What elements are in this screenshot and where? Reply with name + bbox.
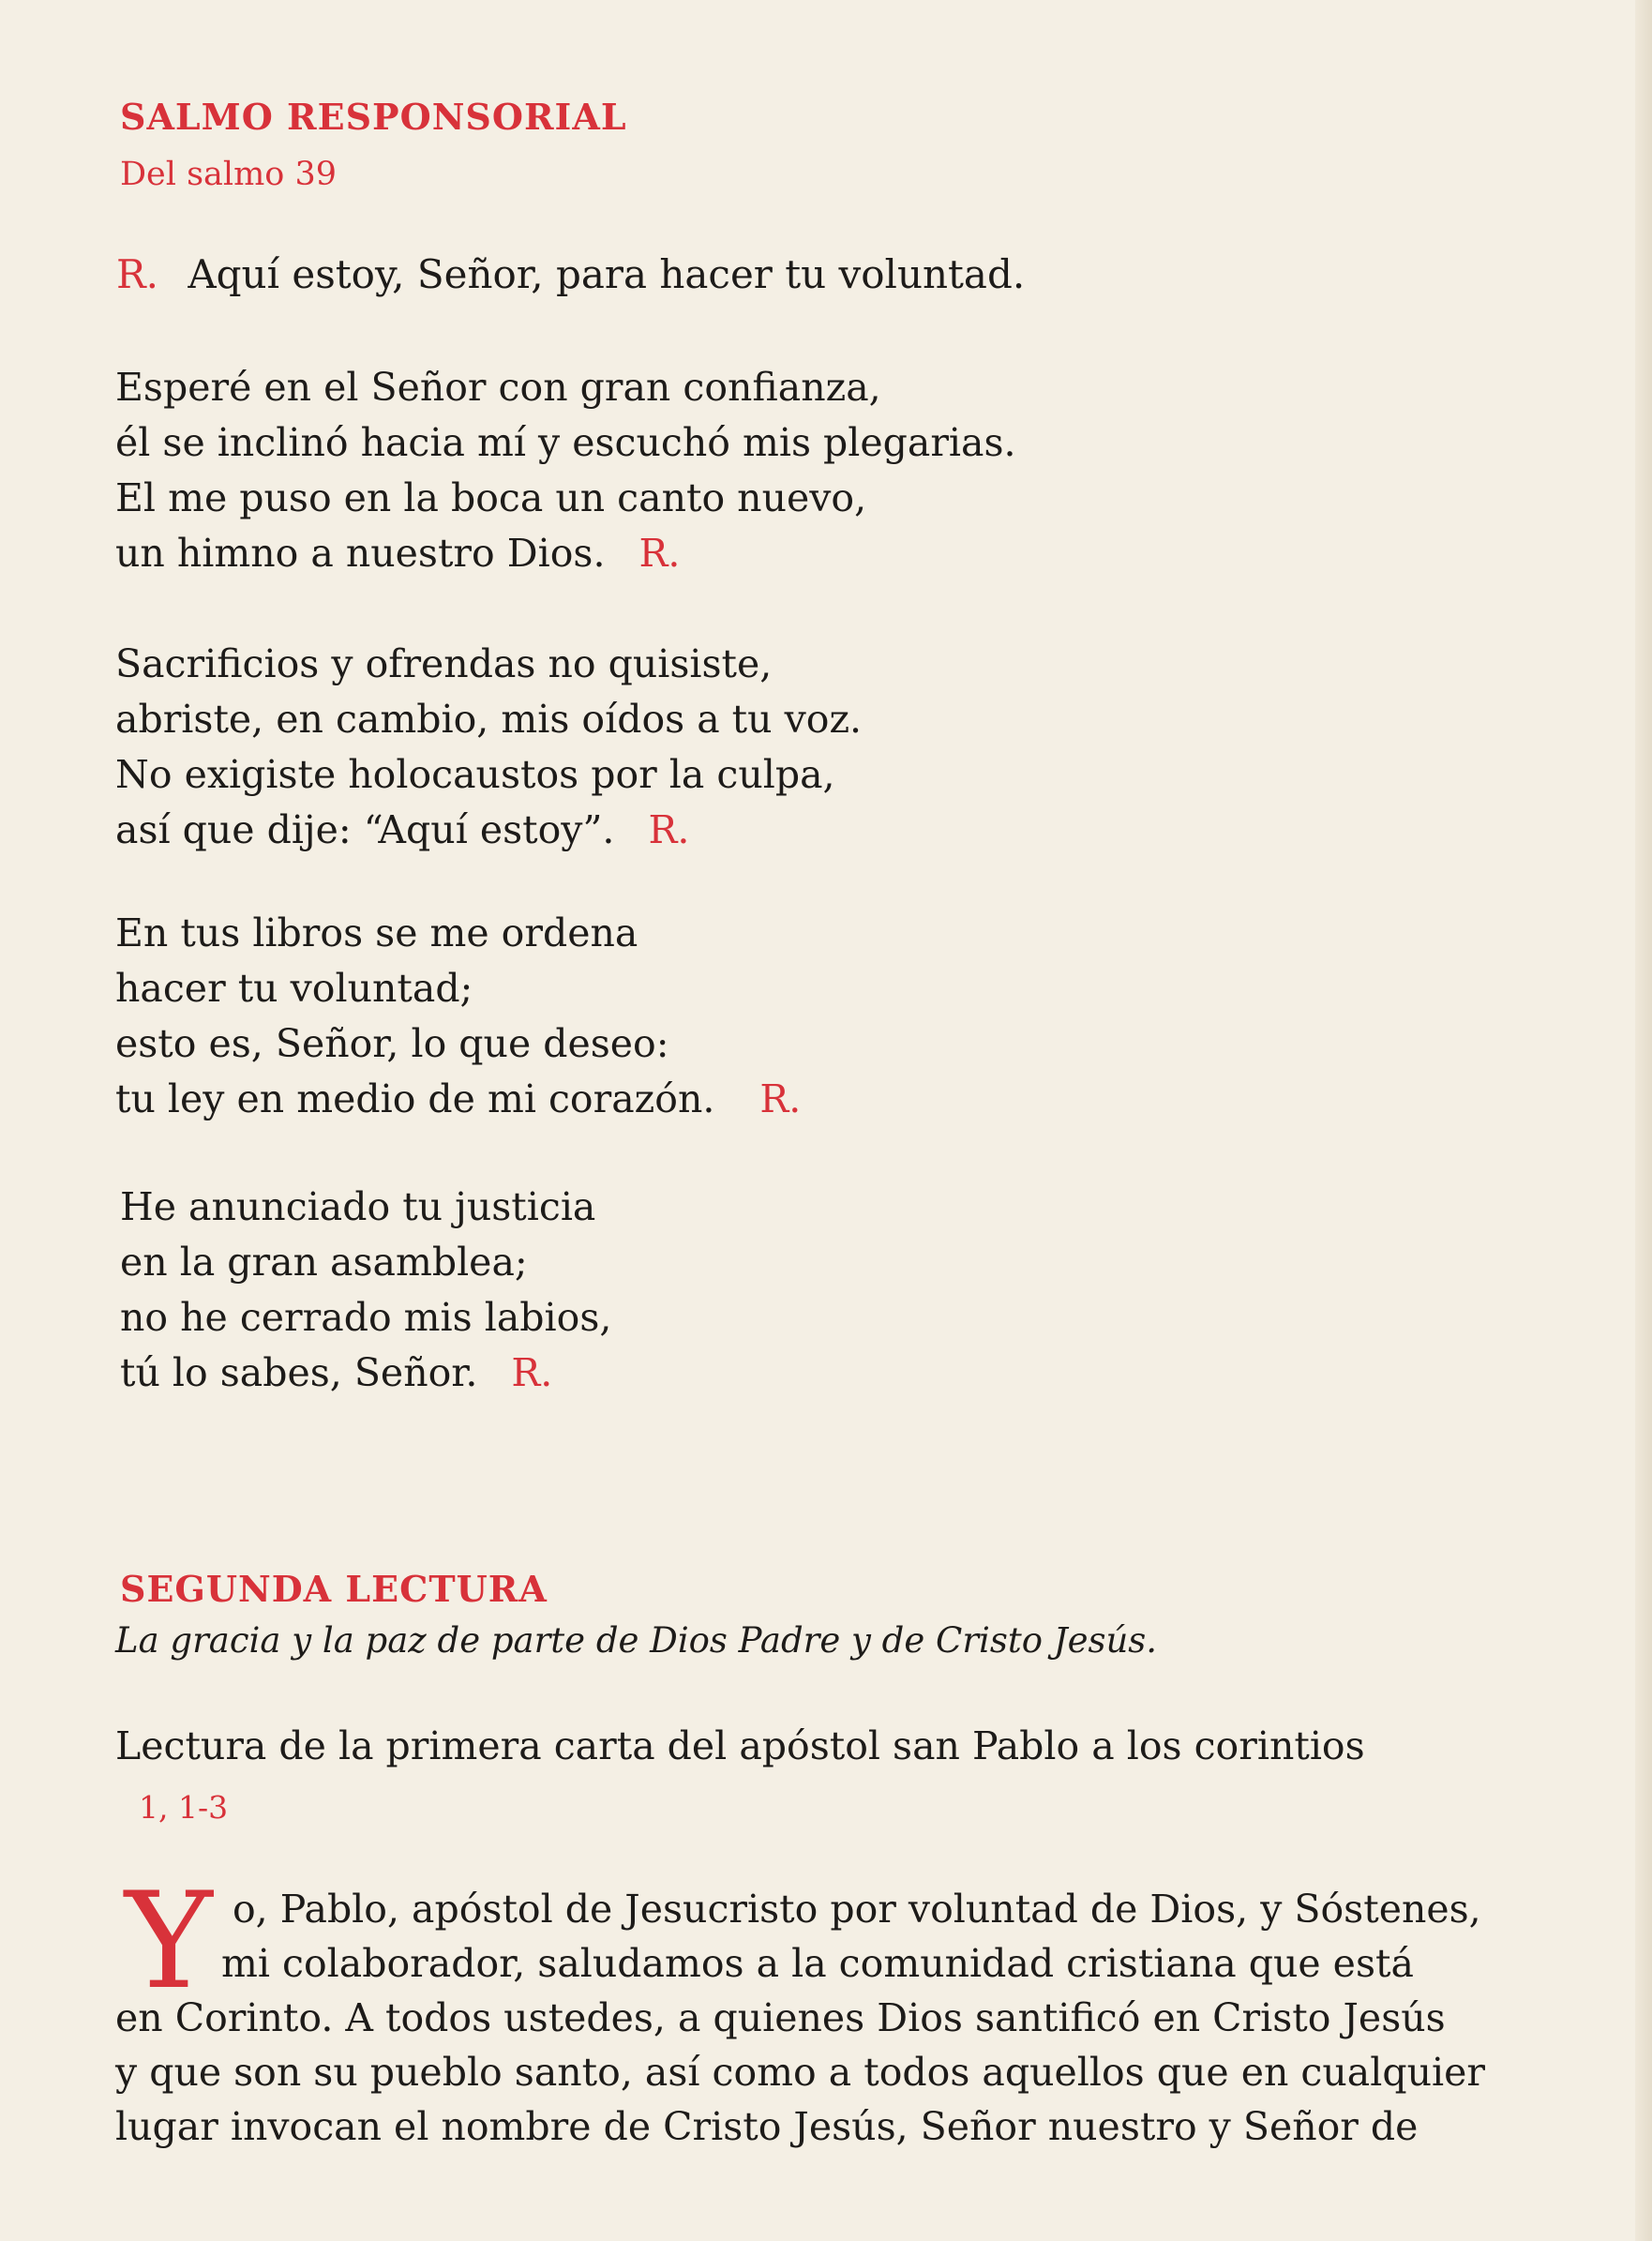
reading-line: lugar invocan el nombre de Cristo Jesús, Señor nuestro y Señor de [115,2104,1419,2149]
reading-title: Lectura de la primera carta del apóstol san Pablo a los corintios [115,1723,1365,1768]
reading-line: o, Pablo, apóstol de Jesucristo por voluntad de Dios, y Sóstenes, [233,1887,1481,1932]
stanza-line-last: un himno a nuestro Dios. R. [115,531,681,576]
second-reading-heading: SEGUNDA LECTURA [120,1568,548,1610]
psalm-response [116,251,1025,297]
response-mark: R. [759,1076,802,1121]
reading-line: en Corinto. A todos ustedes, a quienes Dios santificó en Cristo Jesús [115,1995,1446,2040]
response-mark: R. [638,531,681,576]
psalm-stanza-4 [120,1180,611,1401]
response-mark: R. [648,807,690,852]
reading-reference: 1, 1-3 [139,1789,229,1826]
page-edge [1635,0,1652,2241]
stanza-line: esto es, Señor, lo que deseo: [115,1021,669,1066]
psalm-stanza-1 [115,360,1016,581]
stanza-line: El me puso en la boca un canto nuevo, [115,475,867,520]
stanza-line: Sacrificios y ofrendas no quisiste, [115,641,773,686]
second-reading-summary: La gracia y la paz de parte de Dios Padre y de Cristo Jesús. [115,1620,1158,1661]
stanza-line: hacer tu voluntad; [115,966,473,1011]
stanza-line: He anunciado tu justicia [120,1184,596,1229]
stanza-line: abriste, en cambio, mis oídos a tu voz. [115,697,863,742]
response-mark: R. [116,251,158,297]
psalm-stanza-3 [115,906,801,1127]
psalm-heading: SALMO RESPONSORIAL [120,96,627,138]
response-text: Aquí estoy, Señor, para hacer tu voluntad. [188,251,1026,297]
stanza-line-last: así que dije: “Aquí estoy”. R. [115,807,690,852]
reading-line: mi colaborador, saludamos a la comunidad cristiana que está [221,1941,1414,1986]
stanza-line-last: tu ley en medio de mi corazón. R. [115,1076,802,1121]
psalm-source: Del salmo 39 [120,156,338,193]
stanza-line: no he cerrado mis labios, [120,1295,612,1340]
drop-cap: Y [125,1864,213,2019]
stanza-line-last: tú lo sabes, Señor. R. [120,1350,553,1395]
stanza-line: Esperé en el Señor con gran confianza, [115,365,881,410]
stanza-line: en la gran asamblea; [120,1240,528,1285]
stanza-line: No exigiste holocaustos por la culpa, [115,752,835,797]
stanza-line: él se inclinó hacia mí y escuchó mis plegarias. [115,420,1016,465]
stanza-line: En tus libros se me ordena [115,910,638,955]
psalm-stanza-2 [115,637,862,858]
reading-line: y que son su pueblo santo, así como a todos aquellos que en cualquier [115,2050,1485,2095]
response-mark: R. [511,1350,553,1395]
